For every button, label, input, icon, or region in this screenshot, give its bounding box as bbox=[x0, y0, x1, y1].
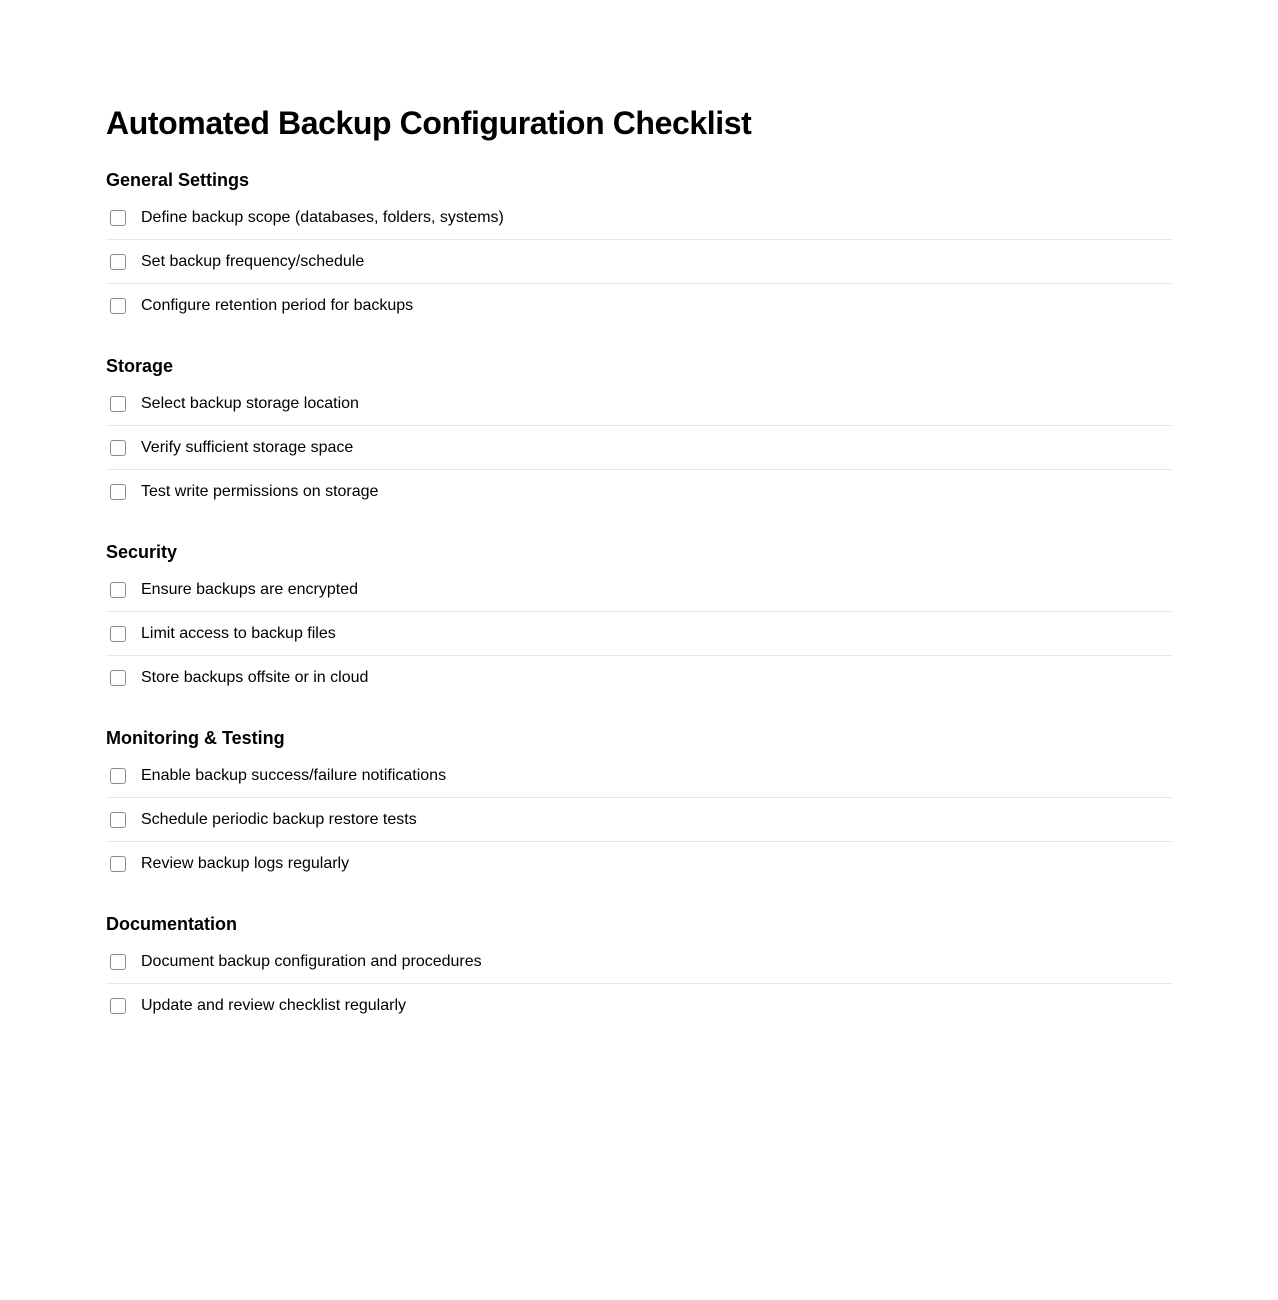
checklist-item-label: Define backup scope (databases, folders, systems) bbox=[141, 208, 504, 226]
checkbox[interactable] bbox=[110, 768, 126, 784]
page-title: Automated Backup Configuration Checklist bbox=[106, 105, 752, 141]
checkbox[interactable] bbox=[110, 210, 126, 226]
checklist-item-label: Set backup frequency/schedule bbox=[141, 252, 365, 270]
checklist-item[interactable] bbox=[106, 754, 1172, 798]
checklist-item[interactable] bbox=[106, 470, 1172, 514]
checklist-item[interactable] bbox=[106, 798, 1172, 842]
checklist bbox=[106, 754, 1172, 886]
checklist-item[interactable] bbox=[106, 196, 1172, 240]
checklist-item-label: Configure retention period for backups bbox=[141, 297, 414, 314]
checklist-item[interactable] bbox=[106, 426, 1172, 470]
checklist-item-label: Review backup logs regularly bbox=[141, 855, 350, 872]
checklist-item-label: Verify sufficient storage space bbox=[141, 438, 354, 456]
checkbox[interactable] bbox=[110, 998, 126, 1014]
checkbox[interactable] bbox=[110, 670, 126, 686]
checklist-item-label: Enable backup success/failure notifications bbox=[141, 766, 447, 784]
checklist-item-label: Update and review checklist regularly bbox=[141, 997, 407, 1014]
checkbox[interactable] bbox=[110, 298, 126, 314]
checklist-item[interactable] bbox=[106, 568, 1172, 612]
checkbox[interactable] bbox=[110, 582, 126, 598]
checklist-item-label: Schedule periodic backup restore tests bbox=[141, 810, 417, 828]
section-monitoring-testing bbox=[106, 726, 1172, 886]
section-heading: Monitoring & Testing bbox=[106, 728, 285, 748]
section-heading: Documentation bbox=[106, 914, 238, 934]
checklist-item-label: Store backups offsite or in cloud bbox=[141, 669, 369, 686]
checkbox[interactable] bbox=[110, 254, 126, 270]
checklist-item[interactable] bbox=[106, 842, 1172, 886]
checklist bbox=[106, 940, 1172, 1028]
checklist-item[interactable] bbox=[106, 382, 1172, 426]
checkbox[interactable] bbox=[110, 440, 126, 456]
section-storage bbox=[106, 354, 1172, 514]
checklist-item[interactable] bbox=[106, 612, 1172, 656]
checklist-item[interactable] bbox=[106, 984, 1172, 1028]
section-heading: General Settings bbox=[106, 170, 250, 190]
checkbox[interactable] bbox=[110, 396, 126, 412]
checklist-item-label: Limit access to backup files bbox=[141, 624, 336, 642]
checklist-item-label: Document backup configuration and procedures bbox=[141, 952, 482, 970]
checkbox[interactable] bbox=[110, 484, 126, 500]
checklist-item[interactable] bbox=[106, 240, 1172, 284]
checkbox[interactable] bbox=[110, 812, 126, 828]
checkbox[interactable] bbox=[110, 856, 126, 872]
section-general-settings bbox=[106, 168, 1172, 328]
checkbox[interactable] bbox=[110, 954, 126, 970]
section-documentation bbox=[106, 912, 1172, 1028]
checklist-item-label: Ensure backups are encrypted bbox=[141, 580, 359, 598]
checklist bbox=[106, 568, 1172, 700]
checkbox[interactable] bbox=[110, 626, 126, 642]
checklist-item[interactable] bbox=[106, 940, 1172, 984]
section-heading: Storage bbox=[106, 356, 174, 376]
checklist bbox=[106, 382, 1172, 514]
section-security bbox=[106, 540, 1172, 700]
checklist-item-label: Test write permissions on storage bbox=[141, 483, 379, 500]
checklist-item-label: Select backup storage location bbox=[141, 394, 359, 412]
checklist-item[interactable] bbox=[106, 284, 1172, 328]
checklist-item[interactable] bbox=[106, 656, 1172, 700]
checklist bbox=[106, 196, 1172, 328]
section-heading: Security bbox=[106, 542, 178, 562]
